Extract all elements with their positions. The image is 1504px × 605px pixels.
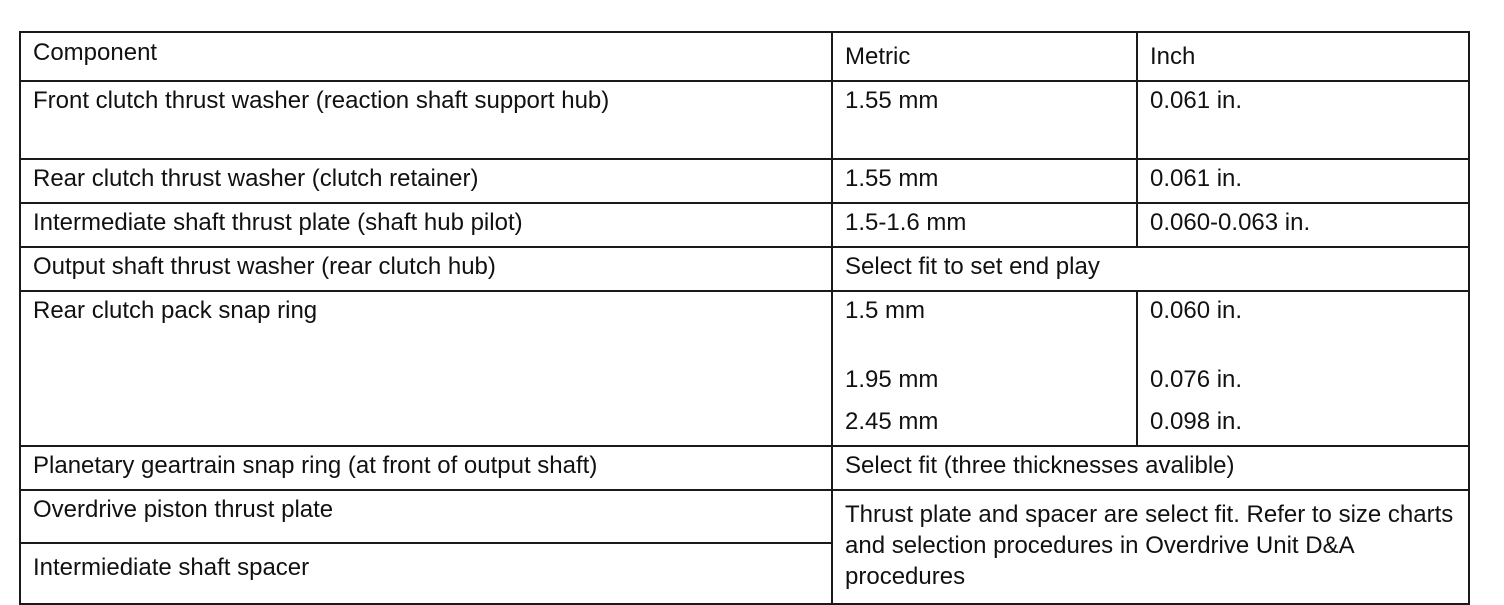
table-row [20,446,1469,490]
table-row [20,247,1469,291]
table-row [20,159,1469,203]
specification-table [19,31,1470,605]
component-cell: Output shaft thrust washer (rear clutch hub) [20,247,832,291]
component-cell: Rear clutch pack snap ring [20,291,832,446]
inch-cell: 0.060 in. [1137,291,1469,350]
component-cell: Planetary geartrain snap ring (at front of output shaft) [20,446,832,490]
component-cell: Intermiediate shaft spacer [20,543,832,604]
table-row [20,203,1469,247]
metric-cell: 1.55 mm [832,159,1137,203]
component-cell: Overdrive piston thrust plate [20,490,832,543]
metric-cell: 1.95 mm [832,350,1137,403]
inch-cell: 0.060-0.063 in. [1137,203,1469,247]
shared-note-cell: Thrust plate and spacer are select fit. Refer to size charts and selection procedures in Overdrive Unit D&A procedures [832,490,1469,604]
header-inch: Inch [1137,32,1469,81]
table-row [20,291,1469,350]
inch-cell: 0.076 in. [1137,350,1469,403]
spec-cell: Select fit (three thicknesses avalible) [832,446,1469,490]
component-cell: Front clutch thrust washer (reaction shaft support hub) [20,81,832,159]
inch-cell: 0.098 in. [1137,403,1469,446]
component-cell: Intermediate shaft thrust plate (shaft hub pilot) [20,203,832,247]
metric-cell: 1.5 mm [832,291,1137,350]
component-cell: Rear clutch thrust washer (clutch retainer) [20,159,832,203]
header-row [20,32,1469,81]
metric-cell: 1.5-1.6 mm [832,203,1137,247]
header-component: Component [20,32,832,81]
spec-cell: Select fit to set end play [832,247,1469,291]
metric-cell: 1.55 mm [832,81,1137,159]
metric-cell: 2.45 mm [832,403,1137,446]
inch-cell: 0.061 in. [1137,159,1469,203]
header-metric: Metric [832,32,1137,81]
table-row [20,490,1469,543]
table-row [20,81,1469,159]
inch-cell: 0.061 in. [1137,81,1469,159]
